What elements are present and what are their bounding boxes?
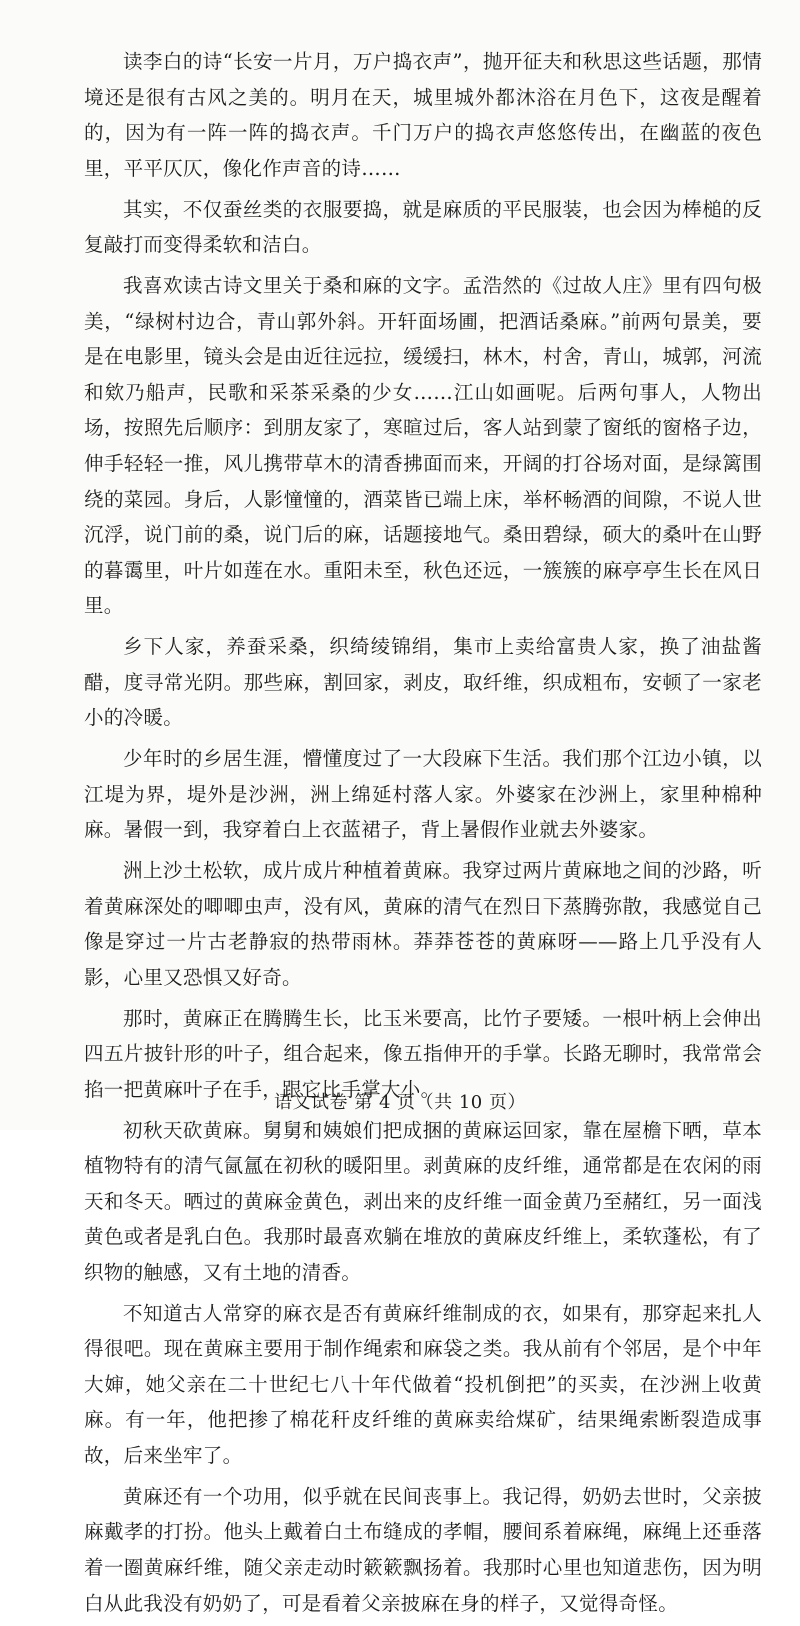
paragraph: 其实，不仅蚕丝类的衣服要捣，就是麻质的平民服装，也会因为棒槌的反复敲打而变得柔软和洁白。 xyxy=(84,197,762,257)
paragraph: 乡下人家，养蚕采桑，织绮绫锦绢，集市上卖给富贵人家，换了油盐酱醋，度寻常光阴。那些麻，割回家，剥皮，取纤维，织成粗布，安顿了一家老小的冷暖。 xyxy=(84,635,762,730)
paragraph: 不知道古人常穿的麻衣是否有黄麻纤维制成的衣，如果有，那穿起来扎人得很吧。现在黄麻主要用于制作绳索和麻袋之类。我从前有个邻居，是个中年大婶，她父亲在二十世纪七八十年代做着“投机倒把”的买卖，在沙洲上收黄麻。有一年，他把掺了棉花秆皮纤维的黄麻卖给煤矿，结果绳索断裂造成事故，后来坐牢了。 xyxy=(84,1301,762,1468)
paragraph: 我喜欢读古诗文里关于桑和麻的文字。孟浩然的《过故人庄》里有四句极美，“绿树村边合，青山郭外斜。开轩面场圃，把酒话桑麻。”前两句景美，要是在电影里，镜头会是由近往远拉，缓缓扫，林木，村舍，青山，城郭，河流和欸乃船声，民歌和采茶采桑的少女……江山如画呢。后两句事人，人物出场，按照先后顺序：到朋友家了，寒暄过后，客人站到蒙了窗纸的窗格子边，伸手轻轻一推，风儿携带草木的清香拂面而来，开阔的打谷场对面，是绿篱围绕的菜园。身后，人影憧憧的，酒菜皆已端上床，举杯畅酒的间隙，不说人世沉浮，说门前的桑，说门后的麻，话题接地气。桑田碧绿，硕大的桑叶在山野的暮霭里，叶片如莲在水。重阳未至，秋色还远，一簇簇的麻亭亭生长在风日里。 xyxy=(84,273,762,618)
page-footer: 语文试卷 第 4 页（共 10 页） xyxy=(274,1092,526,1113)
paragraph: 初秋天砍黄麻。舅舅和姨娘们把成捆的黄麻运回家，靠在屋檐下晒，草本植物特有的清气氤氲在初秋的暖阳里。剥黄麻的皮纤维，通常都是在农闲的雨天和冬天。晒过的黄麻金黄色，剥出来的皮纤维一面金黄乃至赭红，另一面浅黄色或者是乳白色。我那时最喜欢躺在堆放的黄麻皮纤维上，柔软蓬松，有了织物的触感，又有土地的清香。 xyxy=(84,1118,762,1284)
paragraph: 黄麻还有一个功用，似乎就在民间丧事上。我记得，奶奶去世时，父亲披麻戴孝的打扮。他头上戴着白土布缝成的孝帽，腰间系着麻绳，麻绳上还垂落着一圈黄麻纤维，随父亲走动时簌簌飘扬着。我那时心里也知道悲伤，因为明白从此我没有奶奶了，可是看着父亲披麻在身的样子，又觉得奇怪。 xyxy=(84,1484,762,1615)
essay-body xyxy=(84,44,762,1626)
paragraph: 少年时的乡居生涯，懵懂度过了一大段麻下生活。我们那个江边小镇，以江堤为界，堤外是沙洲，洲上绵延村落人家。外婆家在沙洲上，家里种棉种麻。暑假一到，我穿着白上衣蓝裙子，背上暑假作业就去外婆家。 xyxy=(84,747,762,842)
paragraph: 读李白的诗“长安一片月，万户捣衣声”，抛开征夫和秋思这些话题，那情境还是很有古风之美的。明月在天，城里城外都沐浴在月色下，这夜是醒着的，因为有一阵一阵的捣衣声。千门万户的捣衣声悠悠传出，在幽蓝的夜色里，平平仄仄，像化作声音的诗…… xyxy=(84,50,762,180)
paragraph: 洲上沙土松软，成片成片种植着黄麻。我穿过两片黄麻地之间的沙路，听着黄麻深处的唧唧虫声，没有风，黄麻的清气在烈日下蒸腾弥散，我感觉自己像是穿过一片古老静寂的热带雨林。莽莽苍苍的黄麻呀——路上几乎没有人影，心里又恐惧又好奇。 xyxy=(84,859,762,989)
paragraph: 那时，黄麻正在腾腾生长，比玉米要高，比竹子要矮。一根叶柄上会伸出四五片披针形的叶子，组合起来，像五指伸开的手掌。长路无聊时，我常常会掐一把黄麻叶子在手，跟它比手掌大小。 xyxy=(84,1006,762,1101)
